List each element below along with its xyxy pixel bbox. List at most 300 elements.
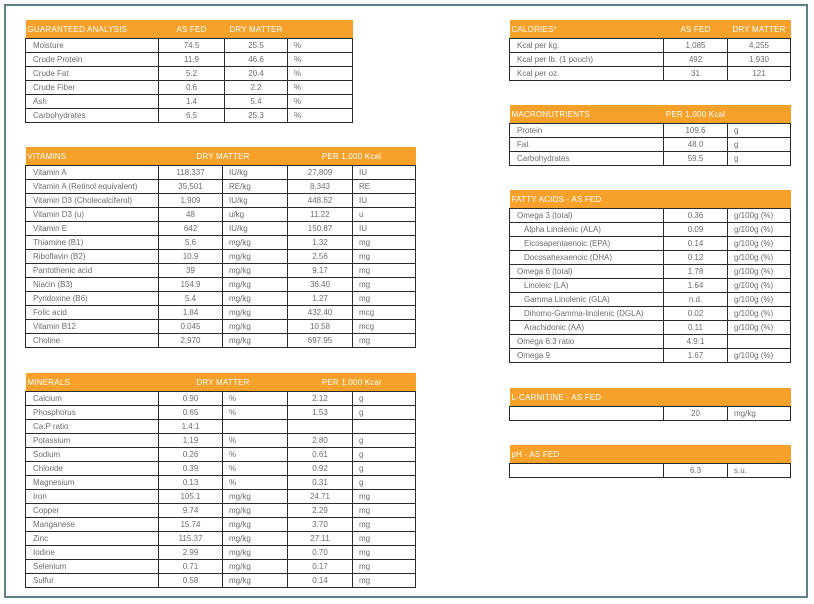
minerals-table bbox=[25, 373, 416, 588]
dry-matter-value: 15.74 bbox=[159, 518, 223, 532]
dry-matter-value: 0.58 bbox=[159, 574, 223, 588]
row-label: Sodium bbox=[26, 448, 159, 462]
dry-matter-unit: mg/kg bbox=[223, 518, 288, 532]
dry-matter-value: 642 bbox=[159, 222, 223, 236]
per-kcal-value: 0.70 bbox=[288, 546, 353, 560]
dry-matter-value: 1.4:1 bbox=[159, 420, 223, 434]
dry-matter-unit: IU/kg bbox=[223, 166, 288, 180]
row-label bbox=[510, 464, 664, 478]
row-label: Kcal per oz. bbox=[510, 67, 664, 81]
per-kcal-value: 2.29 bbox=[288, 504, 353, 518]
table-header-row bbox=[510, 105, 791, 124]
row-label: Alpha Linolenic (ALA) bbox=[510, 223, 664, 237]
dry-matter-unit: % bbox=[223, 462, 288, 476]
per-kcal-unit: mg bbox=[353, 504, 416, 518]
row-label: Crude Fiber bbox=[26, 81, 159, 95]
as-fed-value: 0.6 bbox=[159, 81, 225, 95]
per-kcal-unit: mg bbox=[353, 574, 416, 588]
row-label: Selenium bbox=[26, 560, 159, 574]
table-row bbox=[26, 208, 416, 222]
dry-matter-unit: mg/kg bbox=[223, 306, 288, 320]
per-kcal-unit: mg bbox=[353, 334, 416, 348]
per-kcal-value: 59.5 bbox=[664, 152, 728, 166]
dry-matter-value: 0.71 bbox=[159, 560, 223, 574]
column-header: pH - AS FED bbox=[510, 445, 791, 464]
dry-matter-unit: % bbox=[223, 434, 288, 448]
table-header-row bbox=[26, 147, 416, 166]
per-kcal-unit: mg bbox=[353, 546, 416, 560]
table-row bbox=[26, 406, 416, 420]
row-unit: g/100g (%) bbox=[728, 265, 791, 279]
per-kcal-unit: g bbox=[353, 476, 416, 490]
dry-matter-value: 1,930 bbox=[728, 53, 791, 67]
row-value: 0.02 bbox=[664, 307, 728, 321]
table-row bbox=[26, 448, 416, 462]
per-kcal-value: 0.61 bbox=[288, 448, 353, 462]
as-fed-value: 6.5 bbox=[159, 109, 225, 123]
per-kcal-value: 27,809 bbox=[288, 166, 353, 180]
dry-matter-value: 1.19 bbox=[159, 434, 223, 448]
row-label: Iodine bbox=[26, 546, 159, 560]
column-header: DRY MATTER bbox=[728, 20, 791, 39]
per-kcal-unit: mcg bbox=[353, 320, 416, 334]
column-header: PER 1,000 Kcal bbox=[664, 105, 728, 124]
row-label: Arachidonic (AA) bbox=[510, 321, 664, 335]
table-row bbox=[26, 392, 416, 406]
as-fed-value: 5.2 bbox=[159, 67, 225, 81]
row-value: 6.3 bbox=[664, 464, 728, 478]
table-row bbox=[26, 180, 416, 194]
table-row bbox=[26, 560, 416, 574]
dry-matter-unit: mg/kg bbox=[223, 546, 288, 560]
table-row bbox=[510, 39, 791, 53]
table-row bbox=[26, 109, 353, 123]
table-row bbox=[510, 321, 791, 335]
table-header-row bbox=[510, 388, 791, 407]
table-header-row bbox=[510, 445, 791, 464]
dry-matter-value: 4,255 bbox=[728, 39, 791, 53]
row-label: Phosphorus bbox=[26, 406, 159, 420]
table-row bbox=[26, 53, 353, 67]
per-kcal-unit: g bbox=[353, 462, 416, 476]
macronutrients-table bbox=[509, 105, 791, 166]
table-row bbox=[26, 546, 416, 560]
per-kcal-value: 109.6 bbox=[664, 124, 728, 138]
row-label: Omega 3 (total) bbox=[510, 209, 664, 223]
table-row bbox=[26, 250, 416, 264]
table-row bbox=[510, 209, 791, 223]
row-label: Pantothenic acid bbox=[26, 264, 159, 278]
table-row bbox=[26, 518, 416, 532]
per-kcal-value: 448.62 bbox=[288, 194, 353, 208]
table-row bbox=[510, 53, 791, 67]
per-kcal-value: 10.58 bbox=[288, 320, 353, 334]
row-label: Eicosapentaenoic (EPA) bbox=[510, 237, 664, 251]
dry-matter-unit: mg/kg bbox=[223, 334, 288, 348]
per-kcal-value: 0.14 bbox=[288, 574, 353, 588]
table-row bbox=[26, 166, 416, 180]
per-kcal-value: 1.27 bbox=[288, 292, 353, 306]
dry-matter-value: 1,909 bbox=[159, 194, 223, 208]
table-row bbox=[510, 223, 791, 237]
calories-table bbox=[509, 20, 791, 81]
per-kcal-unit: mg bbox=[353, 278, 416, 292]
per-kcal-value: 24.71 bbox=[288, 490, 353, 504]
guaranteed-analysis-table bbox=[25, 20, 353, 123]
row-unit: g/100g (%) bbox=[728, 293, 791, 307]
table-row bbox=[26, 292, 416, 306]
row-value: 0.09 bbox=[664, 223, 728, 237]
per-kcal-unit: RE bbox=[353, 180, 416, 194]
row-label: Vitamin D3 (Cholecalciferol) bbox=[26, 194, 159, 208]
row-unit: g/100g (%) bbox=[728, 209, 791, 223]
row-label: Omega 6:3 ratio bbox=[510, 335, 664, 349]
dry-matter-unit: % bbox=[223, 448, 288, 462]
dry-matter-unit: u/kg bbox=[223, 208, 288, 222]
dry-matter-value: 1.84 bbox=[159, 306, 223, 320]
table-row bbox=[26, 574, 416, 588]
column-header bbox=[288, 20, 353, 39]
row-value: 0.11 bbox=[664, 321, 728, 335]
per-kcal-unit: mg bbox=[353, 490, 416, 504]
dry-matter-value: 2.2 bbox=[225, 81, 288, 95]
table-header-row bbox=[510, 20, 791, 39]
row-label: Magnesium bbox=[26, 476, 159, 490]
row-label: Zinc bbox=[26, 532, 159, 546]
column-header bbox=[728, 105, 791, 124]
table-header-row bbox=[26, 20, 353, 39]
dry-matter-unit: mg/kg bbox=[223, 264, 288, 278]
as-fed-value: 1,085 bbox=[664, 39, 728, 53]
row-label: Sulfur bbox=[26, 574, 159, 588]
row-value: 1.78 bbox=[664, 265, 728, 279]
row-unit: g/100g (%) bbox=[728, 279, 791, 293]
ph-table bbox=[509, 445, 791, 478]
column-header: PER 1,000 Kcal bbox=[288, 373, 416, 392]
table-row bbox=[26, 278, 416, 292]
dry-matter-value: 0.65 bbox=[159, 406, 223, 420]
column-header: DRY MATTER bbox=[225, 20, 288, 39]
row-label: Ash bbox=[26, 95, 159, 109]
row-label: Protein bbox=[510, 124, 664, 138]
row-unit: g/100g (%) bbox=[728, 251, 791, 265]
per-kcal-value: 9.17 bbox=[288, 264, 353, 278]
dry-matter-unit: % bbox=[223, 406, 288, 420]
dry-matter-value: 5.4 bbox=[225, 95, 288, 109]
per-kcal-unit: u bbox=[353, 208, 416, 222]
column-header: GUARANTEED ANALYSIS bbox=[26, 20, 159, 39]
row-label: Chloride bbox=[26, 462, 159, 476]
dry-matter-value: 115.37 bbox=[159, 532, 223, 546]
column-header: PER 1,000 Kcal bbox=[288, 147, 416, 166]
dry-matter-unit: mg/kg bbox=[223, 560, 288, 574]
row-label: Fat bbox=[510, 138, 664, 152]
per-kcal-unit: mg bbox=[353, 250, 416, 264]
row-label: Carbohydrates bbox=[26, 109, 159, 123]
fatty-acids-table bbox=[509, 190, 791, 363]
l-carnitine-table bbox=[509, 388, 791, 421]
table-row bbox=[510, 293, 791, 307]
vitamins-table bbox=[25, 147, 416, 348]
table-row bbox=[510, 237, 791, 251]
row-label: Omega 9 bbox=[510, 349, 664, 363]
dry-matter-value: 48 bbox=[159, 208, 223, 222]
row-label: Kcal per kg. bbox=[510, 39, 664, 53]
table-row bbox=[26, 306, 416, 320]
per-kcal-unit: mg bbox=[353, 518, 416, 532]
row-label: Linoleic (LA) bbox=[510, 279, 664, 293]
table-row bbox=[510, 335, 791, 349]
table-row bbox=[510, 67, 791, 81]
row-label: Thiamine (B1) bbox=[26, 236, 159, 250]
column-header: VITAMINS bbox=[26, 147, 159, 166]
table-row bbox=[510, 251, 791, 265]
row-value: 1.67 bbox=[664, 349, 728, 363]
row-unit: g bbox=[728, 124, 791, 138]
row-value: n.d. bbox=[664, 293, 728, 307]
dry-matter-unit: mg/kg bbox=[223, 320, 288, 334]
row-unit: g/100g (%) bbox=[728, 237, 791, 251]
row-value: 0.12 bbox=[664, 251, 728, 265]
per-kcal-unit: IU bbox=[353, 222, 416, 236]
dry-matter-value: 0.39 bbox=[159, 462, 223, 476]
column-header: DRY MATTER bbox=[159, 373, 288, 392]
per-kcal-value: 0.31 bbox=[288, 476, 353, 490]
table-row bbox=[510, 124, 791, 138]
dry-matter-unit: mg/kg bbox=[223, 574, 288, 588]
dry-matter-unit: % bbox=[223, 476, 288, 490]
row-value: 0.36 bbox=[664, 209, 728, 223]
dry-matter-value: 46.6 bbox=[225, 53, 288, 67]
dry-matter-value: 2,970 bbox=[159, 334, 223, 348]
table-row bbox=[510, 464, 791, 478]
per-kcal-value: 1.32 bbox=[288, 236, 353, 250]
row-label: Potassium bbox=[26, 434, 159, 448]
per-kcal-value: 11.22 bbox=[288, 208, 353, 222]
as-fed-value: 1.4 bbox=[159, 95, 225, 109]
per-kcal-value: 8,343 bbox=[288, 180, 353, 194]
dry-matter-unit: % bbox=[223, 392, 288, 406]
column-header: L-CARNITINE - AS FED bbox=[510, 388, 791, 407]
row-label bbox=[510, 407, 664, 421]
dry-matter-value: 0.90 bbox=[159, 392, 223, 406]
as-fed-value: 74.5 bbox=[159, 39, 225, 53]
row-unit: g bbox=[728, 138, 791, 152]
row-label: Crude Fat bbox=[26, 67, 159, 81]
column-header: AS FED bbox=[664, 20, 728, 39]
dry-matter-value: 35,501 bbox=[159, 180, 223, 194]
per-kcal-value: 48.0 bbox=[664, 138, 728, 152]
dry-matter-value: 118,337 bbox=[159, 166, 223, 180]
table-row bbox=[26, 264, 416, 278]
table-row bbox=[26, 81, 353, 95]
as-fed-value: 492 bbox=[664, 53, 728, 67]
row-value: 0.14 bbox=[664, 237, 728, 251]
dry-matter-value: 0.045 bbox=[159, 320, 223, 334]
dry-matter-value: 0.26 bbox=[159, 448, 223, 462]
dry-matter-value: 20.4 bbox=[225, 67, 288, 81]
dry-matter-value: 105.1 bbox=[159, 490, 223, 504]
table-row bbox=[26, 194, 416, 208]
dry-matter-unit: mg/kg bbox=[223, 250, 288, 264]
column-header: DRY MATTER bbox=[159, 147, 288, 166]
dry-matter-unit: mg/kg bbox=[223, 278, 288, 292]
per-kcal-value: 0.92 bbox=[288, 462, 353, 476]
dry-matter-value: 121 bbox=[728, 67, 791, 81]
dry-matter-unit: IU/kg bbox=[223, 194, 288, 208]
row-label: Choline bbox=[26, 334, 159, 348]
table-row bbox=[26, 462, 416, 476]
table-row bbox=[26, 236, 416, 250]
dry-matter-value: 5.6 bbox=[159, 236, 223, 250]
per-kcal-value: 697.95 bbox=[288, 334, 353, 348]
row-value: 20 bbox=[664, 407, 728, 421]
row-value: 1.64 bbox=[664, 279, 728, 293]
row-unit: % bbox=[288, 95, 353, 109]
table-row bbox=[510, 349, 791, 363]
per-kcal-unit: mcg bbox=[353, 306, 416, 320]
row-value: 4.9:1 bbox=[664, 335, 728, 349]
per-kcal-value: 2.12 bbox=[288, 392, 353, 406]
row-unit: g/100g (%) bbox=[728, 321, 791, 335]
row-label: Vitamin B12 bbox=[26, 320, 159, 334]
dry-matter-value: 154.9 bbox=[159, 278, 223, 292]
table-row bbox=[26, 222, 416, 236]
row-label: Vitamin D3 (u) bbox=[26, 208, 159, 222]
per-kcal-unit: g bbox=[353, 448, 416, 462]
table-row bbox=[26, 320, 416, 334]
dry-matter-value: 9.74 bbox=[159, 504, 223, 518]
per-kcal-value: 2.80 bbox=[288, 434, 353, 448]
row-unit: g/100g (%) bbox=[728, 349, 791, 363]
row-label: Calcium bbox=[26, 392, 159, 406]
dry-matter-unit: mg/kg bbox=[223, 490, 288, 504]
row-label: Vitamin A (Retinol equivalent) bbox=[26, 180, 159, 194]
dry-matter-value: 2.99 bbox=[159, 546, 223, 560]
table-row bbox=[26, 476, 416, 490]
row-label: Niacin (B3) bbox=[26, 278, 159, 292]
table-row bbox=[510, 138, 791, 152]
table-row bbox=[26, 39, 353, 53]
dry-matter-unit: mg/kg bbox=[223, 504, 288, 518]
row-label: Omega 6 (total) bbox=[510, 265, 664, 279]
row-label: Dihomo-Gamma-linolenic (DGLA) bbox=[510, 307, 664, 321]
column-header: MINERALS bbox=[26, 373, 159, 392]
dry-matter-unit: IU/kg bbox=[223, 222, 288, 236]
row-label: Vitamin A bbox=[26, 166, 159, 180]
table-row bbox=[510, 265, 791, 279]
row-label: Iron bbox=[26, 490, 159, 504]
row-unit: g bbox=[728, 152, 791, 166]
column-header: AS FED bbox=[159, 20, 225, 39]
per-kcal-unit: g bbox=[353, 392, 416, 406]
per-kcal-value: 36.40 bbox=[288, 278, 353, 292]
per-kcal-value: 0.17 bbox=[288, 560, 353, 574]
as-fed-value: 11.9 bbox=[159, 53, 225, 67]
per-kcal-value: 3.70 bbox=[288, 518, 353, 532]
dry-matter-value: 10.9 bbox=[159, 250, 223, 264]
dry-matter-unit: mg/kg bbox=[223, 236, 288, 250]
row-unit: g/100g (%) bbox=[728, 307, 791, 321]
row-label: Vitamin E bbox=[26, 222, 159, 236]
row-label: Riboflavin (B2) bbox=[26, 250, 159, 264]
table-row bbox=[510, 279, 791, 293]
table-header-row bbox=[510, 190, 791, 209]
row-label: Pyridoxine (B6) bbox=[26, 292, 159, 306]
per-kcal-unit: g bbox=[353, 406, 416, 420]
row-label: Docosahexaenoic (DHA) bbox=[510, 251, 664, 265]
dry-matter-value: 25.3 bbox=[225, 109, 288, 123]
row-unit: % bbox=[288, 53, 353, 67]
table-row bbox=[26, 504, 416, 518]
table-row bbox=[26, 532, 416, 546]
row-label: Carbohydrates bbox=[510, 152, 664, 166]
per-kcal-value: 432.40 bbox=[288, 306, 353, 320]
per-kcal-value: 27.11 bbox=[288, 532, 353, 546]
column-header: CALORIES* bbox=[510, 20, 664, 39]
column-header: MACRONUTRIENTS bbox=[510, 105, 664, 124]
table-row bbox=[26, 67, 353, 81]
row-label: Moisture bbox=[26, 39, 159, 53]
dry-matter-unit: mg/kg bbox=[223, 292, 288, 306]
per-kcal-value: 150.87 bbox=[288, 222, 353, 236]
table-header-row bbox=[26, 373, 416, 392]
table-row bbox=[26, 95, 353, 109]
per-kcal-unit: IU bbox=[353, 166, 416, 180]
row-unit: % bbox=[288, 39, 353, 53]
row-label: Crude Protein bbox=[26, 53, 159, 67]
per-kcal-unit: mg bbox=[353, 292, 416, 306]
per-kcal-unit: mg bbox=[353, 264, 416, 278]
row-label: Ca:P ratio bbox=[26, 420, 159, 434]
row-unit: mg/kg bbox=[728, 407, 791, 421]
per-kcal-unit: mg bbox=[353, 532, 416, 546]
table-row bbox=[26, 490, 416, 504]
column-header: FATTY ACIDS - AS FED bbox=[510, 190, 791, 209]
per-kcal-value: 2.56 bbox=[288, 250, 353, 264]
row-label: Gamma Linolenic (GLA) bbox=[510, 293, 664, 307]
row-unit: % bbox=[288, 109, 353, 123]
table-row bbox=[26, 434, 416, 448]
dry-matter-value: 25.5 bbox=[225, 39, 288, 53]
row-unit bbox=[728, 335, 791, 349]
per-kcal-value bbox=[288, 420, 353, 434]
row-label: Manganese bbox=[26, 518, 159, 532]
row-unit: % bbox=[288, 81, 353, 95]
dry-matter-unit: RE/kg bbox=[223, 180, 288, 194]
per-kcal-value: 1.53 bbox=[288, 406, 353, 420]
row-label: Copper bbox=[26, 504, 159, 518]
row-unit: % bbox=[288, 67, 353, 81]
table-row bbox=[26, 334, 416, 348]
table-row bbox=[510, 307, 791, 321]
as-fed-value: 31 bbox=[664, 67, 728, 81]
dry-matter-value: 0.13 bbox=[159, 476, 223, 490]
row-unit: s.u. bbox=[728, 464, 791, 478]
dry-matter-unit: mg/kg bbox=[223, 532, 288, 546]
row-label: Folic acid bbox=[26, 306, 159, 320]
dry-matter-unit bbox=[223, 420, 288, 434]
dry-matter-value: 5.4 bbox=[159, 292, 223, 306]
per-kcal-unit: IU bbox=[353, 194, 416, 208]
per-kcal-unit: mg bbox=[353, 236, 416, 250]
table-row bbox=[510, 152, 791, 166]
table-row bbox=[510, 407, 791, 421]
table-row bbox=[26, 420, 416, 434]
row-label: Kcal per lb. (1 pouch) bbox=[510, 53, 664, 67]
per-kcal-unit: g bbox=[353, 434, 416, 448]
row-unit: g/100g (%) bbox=[728, 223, 791, 237]
